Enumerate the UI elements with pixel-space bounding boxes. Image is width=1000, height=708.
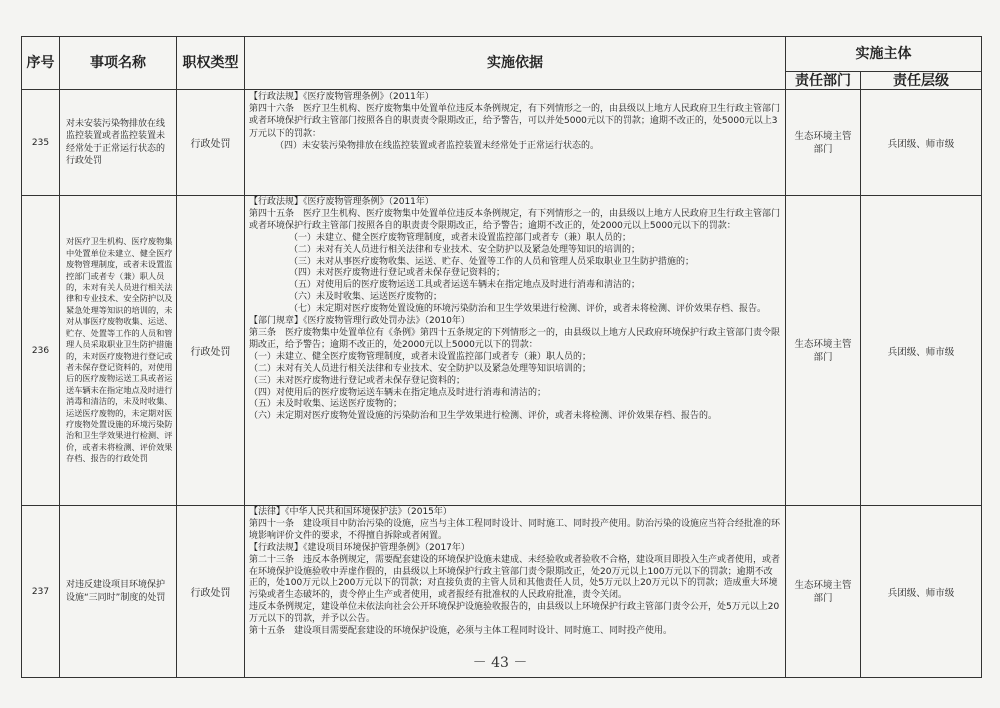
row-dept: 生态环境主管部门 [786,506,861,678]
basis-line: 第十五条 建设项目需要配套建设的环境保护设施，必须与主体工程同时设计、同时施工、同时投产使用。 [249,626,673,637]
basis-line: 【法律】《中华人民共和国环境保护法》（2015年） [249,507,452,517]
row-dept: 生态环境主管部门 [786,196,861,506]
header-dept: 责任部门 [786,72,861,90]
basis-line: 【部门规章】《医疗废物管理行政处罚办法》（2010年） [249,316,470,327]
basis-line: （四）未安装污染物排放在线监控装置或者监控装置未经常处于正常运行状态的。 [275,140,600,151]
basis-line: （二）未对有关人员进行相关法律和专业技术、安全防护以及紧急处理等知识培训的； [249,363,592,374]
basis-line: 【行政法规】《建设项目环境保护管理条例》（2017年） [249,542,470,553]
basis-line: （六）未定期对医疗废物处置设施的污染防治和卫生学效果进行检测、评价，或者未将检测、评价效果存档、报告的。 [249,411,718,422]
row-power-type: 行政处罚 [177,506,245,678]
basis-line: （六）未及时收集、运送医疗废物的； [289,292,443,303]
header-subject: 实施主体 [786,37,982,72]
document-table-wrapper [21,36,981,637]
page-number: － 43 － [472,655,528,671]
basis-line: 第四十六条 医疗卫生机构、医疗废物集中处置单位违反本条例规定，有下列情形之一的，由县级以上地方人民政府卫生行政主管部门或者环境保护行政主管部门按照各自的职责责令限期改正，给予警告，可以并处5000元以下的罚款；逾期不改正的，处5000元以上3万元以下的罚款： [249,104,781,139]
header-basis: 实施依据 [245,37,786,90]
row-number: 235 [22,90,60,196]
row-item-name: 对未安装污染物排放在线监控装置或者监控装置未经常处于正常运行状态的行政处罚 [60,90,177,196]
row-level: 兵团级、师市级 [861,506,982,678]
basis-line: 违反本条例规定，建设单位未依法向社会公开环境保护设施验收报告的，由县级以上环境保护行政主管部门责令公开，处5万元以上20万元以下的罚款，并予以公告。 [249,602,780,625]
header-item-name: 事项名称 [60,37,177,90]
row-power-type: 行政处罚 [177,196,245,506]
header-no: 序号 [22,37,60,90]
basis-line: （一）未建立、健全医疗废物管理制度，或者未设置监控部门或者专（兼）职人员的； [249,351,592,362]
row-number: 236 [22,196,60,506]
basis-line: 【行政法规】《医疗废物管理条例》（2011年） [249,197,434,207]
table-row [22,196,982,506]
basis-line: 第四十五条 医疗卫生机构、医疗废物集中处置单位违反本条例规定，有下列情形之一的，由县级以上地方人民政府卫生行政主管部门或者环境保护行政主管部门按照各自的职责责令限期改正，给予警告；逾期不改正的，处2000元以上5000元以下的罚款： [249,208,781,231]
basis-line: （一）未建立、健全医疗废物管理制度，或者未设置监控部门或者专（兼）职人员的； [289,232,632,243]
row-level: 兵团级、师市级 [861,90,982,196]
row-basis [245,196,786,506]
table-header-row [22,37,982,72]
row-level: 兵团级、师市级 [861,196,982,506]
basis-line: 第三条 医疗废物集中处置单位有《条例》第四十五条规定的下列情形之一的，由县级以上地方人民政府环境保护行政主管部门责令限期改正，给予警告；逾期不改正的，处2000元以上5000元以下的罚款： [249,327,781,350]
row-power-type: 行政处罚 [177,90,245,196]
basis-line: （二）未对有关人员进行相关法律和专业技术、安全防护以及紧急处理等知识的培训的； [289,244,641,255]
header-power-type: 职权类型 [177,37,245,90]
basis-line: 第四十一条 建设项目中防治污染的设施，应当与主体工程同时设计、同时施工、同时投产使用。防治污染的设施应当符合经批准的环境影响评价文件的要求，不得擅自拆除或者闲置。 [249,518,781,541]
basis-line: （四）对使用后的医疗废物运送车辆未在指定地点及时进行消毒和清洁的； [249,387,547,398]
row-dept: 生态环境主管部门 [786,90,861,196]
basis-line: （三）未对从事医疗废物收集、运送、贮存、处置等工作的人员和管理人员采取职业卫生防护措施的； [289,256,695,267]
basis-line: 第二十三条 违反本条例规定，需要配套建设的环境保护设施未建成、未经验收或者验收不合格，建设项目即投入生产或者使用，或者在环境保护设施验收中弄虚作假的，由县级以上环境保护行政主管部门责令限期改正，处20万元以上100万元以下的罚款；逾期不改正的，处100万元以上200万元以下的罚款；对直接负责的主管人员和其他责任人员，处5万元以上20万元以下的罚款；造成重大环境污染或者生态破坏的，责令停止生产或者使用，或者报经有批准权的人民政府批准，责令关闭。 [249,554,781,601]
header-level: 责任层级 [861,72,982,90]
row-number: 237 [22,506,60,678]
row-basis [245,90,786,196]
enforcement-items-table [21,36,982,678]
table-row [22,90,982,196]
row-item-name: 对违反建设项目环境保护设施“三同时”制度的处罚 [60,506,177,678]
basis-line: （四）未对医疗废物进行登记或者未保存登记资料的； [289,268,506,279]
basis-line: （五）对使用后的医疗废物运送工具或者运送车辆未在指定地点及时进行消毒和清洁的； [289,280,641,291]
basis-line: （三）未对医疗废物进行登记或者未保存登记资料的； [249,375,466,386]
basis-line: 【行政法规】《医疗废物管理条例》（2011年） [249,92,434,102]
basis-line: （五）未及时收集、运送医疗废物的； [249,399,403,410]
row-item-name: 对医疗卫生机构、医疗废物集中处置单位未建立、健全医疗废物管理制度，或者未设置监控部门或者专（兼）职人员的，未对有关人员进行相关法律和专业技术、安全防护以及紧急处理等知识的培训的，未对从事医疗废物收集、运送、贮存、处置等工作的人员和管理人员采取职业卫生防护措施的，未对医疗废物进行登记或者未保存登记资料的，对使用后的医疗废物运送工具或者运送车辆未在指定地点及时进行消毒和清洁的，未及时收集、运送医疗废物的，未定期对医疗废物处置设施的环境污染防治和卫生学效果进行检测、评价，或者未将检测、评价效果存档、报告的行政处罚 [60,196,177,506]
basis-line: （七）未定期对医疗废物处置设施的环境污染防治和卫生学效果进行检测、评价，或者未将检测、评价效果存档、报告。 [289,304,767,315]
